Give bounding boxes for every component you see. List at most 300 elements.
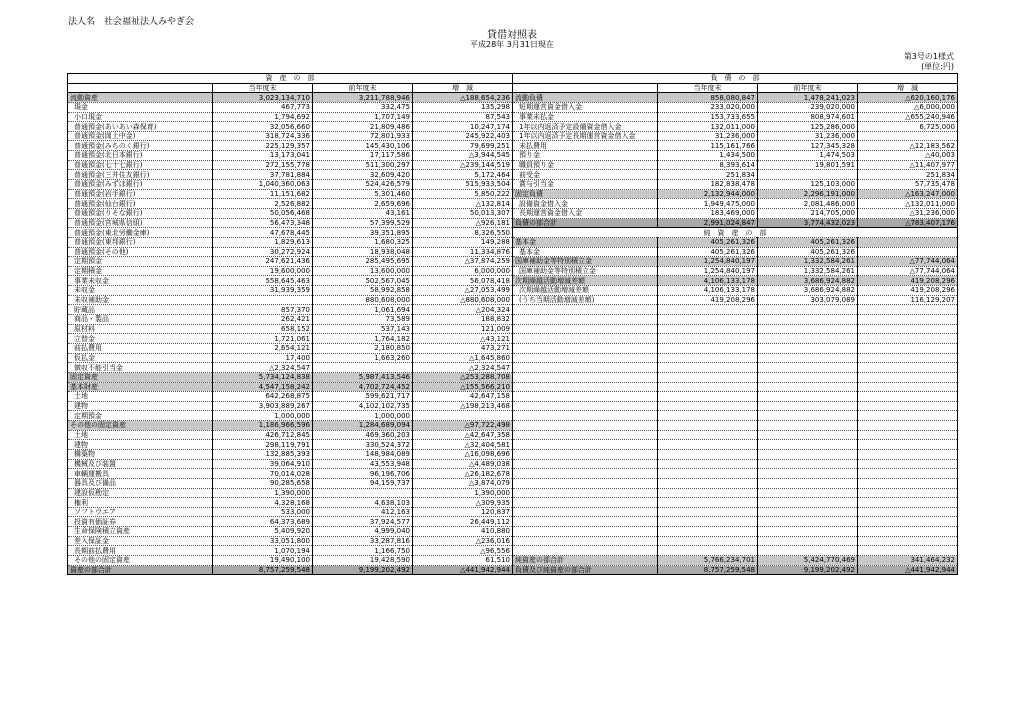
table-row	[513, 122, 958, 132]
current-value: 533,000	[213, 507, 313, 517]
previous-value: 332,475	[313, 102, 413, 112]
current-value: 1,794,692	[213, 112, 313, 122]
change-value: △132,011,000	[858, 199, 958, 209]
account-name: 普通預金(東北労働金庫)	[68, 228, 213, 238]
account-name: 普通預金(七十七銀行)	[68, 160, 213, 170]
column-header-change: 増 減	[413, 83, 513, 93]
previous-value: 214,705,000	[758, 208, 858, 218]
empty-cell	[758, 392, 858, 402]
account-name: 投資有価証券	[68, 517, 213, 527]
current-value: 2,991,024,847	[658, 218, 758, 228]
empty-row	[513, 353, 958, 363]
table-row	[68, 247, 513, 257]
change-value: 57,735,478	[858, 180, 958, 190]
current-value: 4,106,133,178	[658, 286, 758, 296]
change-value: 341,464,232	[858, 556, 958, 566]
previous-value: 808,974,601	[758, 112, 858, 122]
change-value: △3,944,545	[413, 151, 513, 161]
table-row	[513, 295, 958, 305]
account-name: 長期前払費用	[68, 546, 213, 556]
change-value: △163,247,000	[858, 189, 958, 199]
account-name: 流動負債	[513, 93, 658, 103]
current-value: 5,409,920	[213, 527, 313, 537]
change-value: 79,699,251	[413, 141, 513, 151]
previous-value: 5,424,770,469	[758, 556, 858, 566]
empty-cell	[658, 305, 758, 315]
current-value: 31,939,359	[213, 286, 313, 296]
account-name: 建物	[68, 440, 213, 450]
table-row	[68, 469, 513, 479]
current-value: 262,421	[213, 315, 313, 325]
table-row	[68, 218, 513, 228]
empty-row	[513, 401, 958, 411]
previous-value: 2,659,696	[313, 199, 413, 209]
table-row	[68, 208, 513, 218]
empty-row	[513, 382, 958, 392]
account-name: 賞与引当金	[513, 180, 658, 190]
table-row	[68, 459, 513, 469]
empty-cell	[758, 449, 858, 459]
empty-cell	[858, 440, 958, 450]
empty-cell	[513, 372, 658, 382]
table-row	[68, 382, 513, 392]
current-value: 298,119,791	[213, 440, 313, 450]
column-header-item	[68, 83, 213, 93]
empty-cell	[758, 469, 858, 479]
change-value	[858, 237, 958, 247]
empty-cell	[513, 517, 658, 527]
empty-cell	[858, 517, 958, 527]
change-value: △880,608,000	[413, 295, 513, 305]
account-name: 小口現金	[68, 112, 213, 122]
account-name: 普通預金(りそな銀行)	[68, 208, 213, 218]
account-name: 土地	[68, 430, 213, 440]
table-row	[68, 411, 513, 421]
account-name: 事業未収金	[68, 276, 213, 286]
previous-value: 94,159,737	[313, 478, 413, 488]
account-name: 設備資金借入金	[513, 199, 658, 209]
current-value: 8,757,259,548	[658, 565, 758, 575]
previous-value: 4,102,102,735	[313, 401, 413, 411]
current-value: 467,773	[213, 102, 313, 112]
account-name: 立替金	[68, 334, 213, 344]
empty-cell	[758, 343, 858, 353]
empty-row	[513, 343, 958, 353]
table-row	[68, 507, 513, 517]
account-name: 貯蔵品	[68, 305, 213, 315]
table-row	[513, 208, 958, 218]
table-row	[68, 430, 513, 440]
previous-value: 43,553,948	[313, 459, 413, 469]
table-row	[68, 160, 513, 170]
empty-cell	[658, 449, 758, 459]
empty-cell	[513, 392, 658, 402]
column-header-item	[513, 83, 658, 93]
empty-cell	[513, 353, 658, 363]
empty-cell	[658, 459, 758, 469]
table-row	[68, 228, 513, 238]
empty-cell	[658, 478, 758, 488]
change-value: △97,722,498	[413, 421, 513, 431]
change-value: 6,725,000	[858, 122, 958, 132]
empty-cell	[658, 372, 758, 382]
account-name: 前受金	[513, 170, 658, 180]
account-name: 基本金	[513, 237, 658, 247]
account-name: 機械及び装置	[68, 459, 213, 469]
previous-value: 33,287,816	[313, 536, 413, 546]
previous-value: 32,609,420	[313, 170, 413, 180]
table-row	[513, 189, 958, 199]
change-value: 11,334,876	[413, 247, 513, 257]
current-value	[213, 295, 313, 305]
current-value: 3,903,889,267	[213, 401, 313, 411]
empty-cell	[858, 421, 958, 431]
table-row	[513, 151, 958, 161]
account-name: ソフトウエア	[68, 507, 213, 517]
account-name: 生命保険積立資産	[68, 527, 213, 537]
section-title: 負 債 の 部	[513, 74, 958, 84]
account-name: 1年以内返済予定長期運営資金借入金	[513, 131, 658, 141]
current-value: 1,040,360,063	[213, 180, 313, 190]
previous-value: 880,608,000	[313, 295, 413, 305]
change-value: △155,566,210	[413, 382, 513, 392]
total-row	[513, 565, 958, 575]
account-name: 土地	[68, 392, 213, 402]
table-row	[68, 305, 513, 315]
empty-cell	[858, 459, 958, 469]
empty-cell	[513, 315, 658, 325]
account-name: (うち当期活動増減差額)	[513, 295, 658, 305]
previous-value: 239,020,000	[758, 102, 858, 112]
change-value: △441,942,944	[413, 565, 513, 575]
column-header-current: 当年度末	[658, 83, 758, 93]
change-value: △96,556	[413, 546, 513, 556]
empty-row	[513, 488, 958, 498]
empty-row	[513, 392, 958, 402]
account-name: 国庫補助金等特別積立金	[513, 257, 658, 267]
account-name: 定期預金	[68, 257, 213, 267]
form-number: 第3号の1様式	[903, 52, 954, 61]
change-value: 5,172,464	[413, 170, 513, 180]
previous-value: 127,345,328	[758, 141, 858, 151]
empty-cell	[658, 324, 758, 334]
previous-value: 1,000,000	[313, 411, 413, 421]
current-value: 247,621,436	[213, 257, 313, 267]
account-name: 普通預金(岩手銀行)	[68, 189, 213, 199]
account-name: 長期運営資金借入金	[513, 208, 658, 218]
current-value: 419,208,296	[658, 295, 758, 305]
empty-cell	[758, 507, 858, 517]
table-row	[68, 257, 513, 267]
current-value: 30,272,924	[213, 247, 313, 257]
previous-value: 1,061,694	[313, 305, 413, 315]
section-header	[68, 74, 513, 84]
empty-cell	[758, 517, 858, 527]
current-value: 272,155,778	[213, 160, 313, 170]
table-row	[68, 401, 513, 411]
empty-cell	[858, 507, 958, 517]
account-name: 短期運営資金借入金	[513, 102, 658, 112]
empty-row	[513, 449, 958, 459]
account-name: 国庫補助金等特別積立金	[513, 266, 658, 276]
account-name: 原材料	[68, 324, 213, 334]
current-value: 5,766,234,701	[658, 556, 758, 566]
current-value: 132,885,393	[213, 449, 313, 459]
previous-value	[313, 488, 413, 498]
previous-value: 1,166,750	[313, 546, 413, 556]
empty-cell	[858, 469, 958, 479]
table-row	[68, 295, 513, 305]
table-row	[513, 257, 958, 267]
previous-value: 43,161	[313, 208, 413, 218]
table-row	[68, 536, 513, 546]
current-value: 4,106,133,178	[658, 276, 758, 286]
empty-cell	[858, 488, 958, 498]
empty-row	[513, 527, 958, 537]
empty-cell	[658, 353, 758, 363]
column-header-row	[513, 83, 958, 93]
empty-cell	[858, 449, 958, 459]
account-name: 基本金	[513, 247, 658, 257]
current-value: 90,285,658	[213, 478, 313, 488]
previous-value: 4,638,103	[313, 498, 413, 508]
change-value: 473,271	[413, 343, 513, 353]
table-row	[68, 440, 513, 450]
current-value: 233,020,000	[658, 102, 758, 112]
empty-cell	[513, 324, 658, 334]
empty-cell	[858, 372, 958, 382]
current-value: 56,473,348	[213, 218, 313, 228]
change-value: △204,324	[413, 305, 513, 315]
previous-value: 502,567,045	[313, 276, 413, 286]
account-name: 預り金	[513, 151, 658, 161]
table-row	[513, 131, 958, 141]
current-value: 558,645,463	[213, 276, 313, 286]
empty-cell	[658, 430, 758, 440]
previous-value: 57,399,529	[313, 218, 413, 228]
table-row	[68, 546, 513, 556]
table-row	[68, 556, 513, 566]
change-value: 1,390,000	[413, 488, 513, 498]
table-row	[513, 180, 958, 190]
table-row	[513, 160, 958, 170]
empty-cell	[758, 324, 858, 334]
empty-cell	[758, 305, 858, 315]
table-row	[68, 102, 513, 112]
current-value: 11,151,682	[213, 189, 313, 199]
change-value: 10,247,174	[413, 122, 513, 132]
current-value: 13,173,041	[213, 151, 313, 161]
current-value: 4,328,168	[213, 498, 313, 508]
empty-cell	[858, 353, 958, 363]
previous-value: 405,261,326	[758, 247, 858, 257]
previous-value: 1,707,149	[313, 112, 413, 122]
account-name: 普通預金(仙台銀行)	[68, 199, 213, 209]
empty-cell	[658, 315, 758, 325]
table-row	[68, 449, 513, 459]
empty-cell	[758, 459, 858, 469]
change-value: △12,183,562	[858, 141, 958, 151]
empty-cell	[858, 392, 958, 402]
empty-row	[513, 411, 958, 421]
previous-value: 125,286,000	[758, 122, 858, 132]
table-row	[68, 324, 513, 334]
current-value: 115,161,766	[658, 141, 758, 151]
account-name: 負債の部合計	[513, 218, 658, 228]
empty-row	[513, 459, 958, 469]
table-row	[68, 170, 513, 180]
liabilities-net-assets-table	[512, 73, 958, 575]
empty-cell	[658, 421, 758, 431]
change-value: 56,078,418	[413, 276, 513, 286]
previous-value: 145,430,106	[313, 141, 413, 151]
current-value: 858,080,847	[658, 93, 758, 103]
empty-cell	[513, 430, 658, 440]
table-row	[68, 353, 513, 363]
current-value: 857,370	[213, 305, 313, 315]
empty-row	[513, 334, 958, 344]
table-row	[68, 131, 513, 141]
previous-value: 537,143	[313, 324, 413, 334]
change-value: △31,236,000	[858, 208, 958, 218]
column-header-previous: 前年度末	[313, 83, 413, 93]
change-value: △783,407,176	[858, 218, 958, 228]
change-value: △253,288,708	[413, 372, 513, 382]
empty-cell	[513, 363, 658, 373]
current-value: 183,469,000	[658, 208, 758, 218]
previous-value	[758, 170, 858, 180]
previous-value	[313, 363, 413, 373]
empty-cell	[758, 440, 858, 450]
column-header-row	[68, 83, 513, 93]
empty-cell	[513, 546, 658, 556]
change-value: 515,933,504	[413, 180, 513, 190]
empty-cell	[513, 411, 658, 421]
previous-value: 13,600,000	[313, 266, 413, 276]
previous-value: 21,809,486	[313, 122, 413, 132]
empty-cell	[758, 334, 858, 344]
account-name: その他の固定資産	[68, 556, 213, 566]
current-value: 37,781,884	[213, 170, 313, 180]
column-header-current: 当年度末	[213, 83, 313, 93]
current-value: 1,070,194	[213, 546, 313, 556]
change-value: △32,404,581	[413, 440, 513, 450]
current-value: 405,261,326	[658, 237, 758, 247]
account-name: 定期預金	[68, 411, 213, 421]
current-value: 50,056,468	[213, 208, 313, 218]
current-value: 17,400	[213, 353, 313, 363]
empty-cell	[513, 421, 658, 431]
account-name: 普通預金(北日本銀行)	[68, 151, 213, 161]
current-value: 132,011,000	[658, 122, 758, 132]
empty-row	[513, 372, 958, 382]
empty-row	[513, 469, 958, 479]
empty-cell	[758, 315, 858, 325]
as-of-date: 平成28年 3月31日現在	[470, 40, 554, 49]
previous-value: 72,801,933	[313, 131, 413, 141]
current-value: 1,829,613	[213, 237, 313, 247]
current-value: 32,056,660	[213, 122, 313, 132]
current-value: 39,064,910	[213, 459, 313, 469]
empty-cell	[858, 343, 958, 353]
table-row	[513, 228, 958, 238]
previous-value: 9,199,202,492	[313, 565, 413, 575]
previous-value: 2,296,191,000	[758, 189, 858, 199]
previous-value: 1,764,182	[313, 334, 413, 344]
table-row	[68, 334, 513, 344]
document-title: 貸借対照表	[487, 30, 537, 41]
change-value: △27,053,499	[413, 286, 513, 296]
account-name: 建物	[68, 401, 213, 411]
previous-value: 5,987,413,546	[313, 372, 413, 382]
empty-cell	[858, 430, 958, 440]
change-value: △236,016	[413, 536, 513, 546]
account-name: 現金	[68, 102, 213, 112]
empty-row	[513, 536, 958, 546]
change-value: 6,000,000	[413, 266, 513, 276]
change-value: 5,850,222	[413, 189, 513, 199]
account-name: 資産の部合計	[68, 565, 213, 575]
account-name: 事業未払金	[513, 112, 658, 122]
previous-value: 2,081,486,000	[758, 199, 858, 209]
change-value: △77,744,064	[858, 257, 958, 267]
account-name: 前払費用	[68, 343, 213, 353]
account-name: 次期繰越活動増減差額	[513, 286, 658, 296]
change-value: △37,874,259	[413, 257, 513, 267]
previous-value: 1,284,689,094	[313, 421, 413, 431]
account-name: 普通預金(東邦銀行)	[68, 237, 213, 247]
table-row	[68, 527, 513, 537]
empty-cell	[513, 334, 658, 344]
account-name: 普通預金(あいあい森保育)	[68, 122, 213, 132]
account-name: 建設仮勘定	[68, 488, 213, 498]
empty-cell	[658, 469, 758, 479]
current-value: 182,838,478	[658, 180, 758, 190]
empty-cell	[513, 498, 658, 508]
current-value: 251,834	[658, 170, 758, 180]
account-name: 未収金	[68, 286, 213, 296]
change-value: △4,489,038	[413, 459, 513, 469]
previous-value: 285,495,695	[313, 257, 413, 267]
change-value: 8,326,550	[413, 228, 513, 238]
table-row	[68, 286, 513, 296]
previous-value: 37,924,577	[313, 517, 413, 527]
empty-row	[513, 363, 958, 373]
change-value: △40,003	[858, 151, 958, 161]
previous-value: 1,680,325	[313, 237, 413, 247]
change-value: △6,000,000	[858, 102, 958, 112]
previous-value: 405,261,326	[758, 237, 858, 247]
current-value: 1,254,840,197	[658, 257, 758, 267]
account-name: 普通預金(みちのく銀行)	[68, 141, 213, 151]
previous-value: 19,428,590	[313, 556, 413, 566]
empty-cell	[858, 315, 958, 325]
empty-cell	[758, 478, 858, 488]
empty-cell	[513, 449, 658, 459]
table-row	[68, 93, 513, 103]
change-value	[413, 411, 513, 421]
previous-value: 3,774,432,023	[758, 218, 858, 228]
empty-cell	[758, 498, 858, 508]
account-name: 職員預り金	[513, 160, 658, 170]
table-row	[68, 517, 513, 527]
empty-cell	[513, 507, 658, 517]
account-name: 未払費用	[513, 141, 658, 151]
current-value: 2,654,121	[213, 343, 313, 353]
current-value: 33,051,800	[213, 536, 313, 546]
empty-cell	[658, 507, 758, 517]
empty-cell	[658, 536, 758, 546]
